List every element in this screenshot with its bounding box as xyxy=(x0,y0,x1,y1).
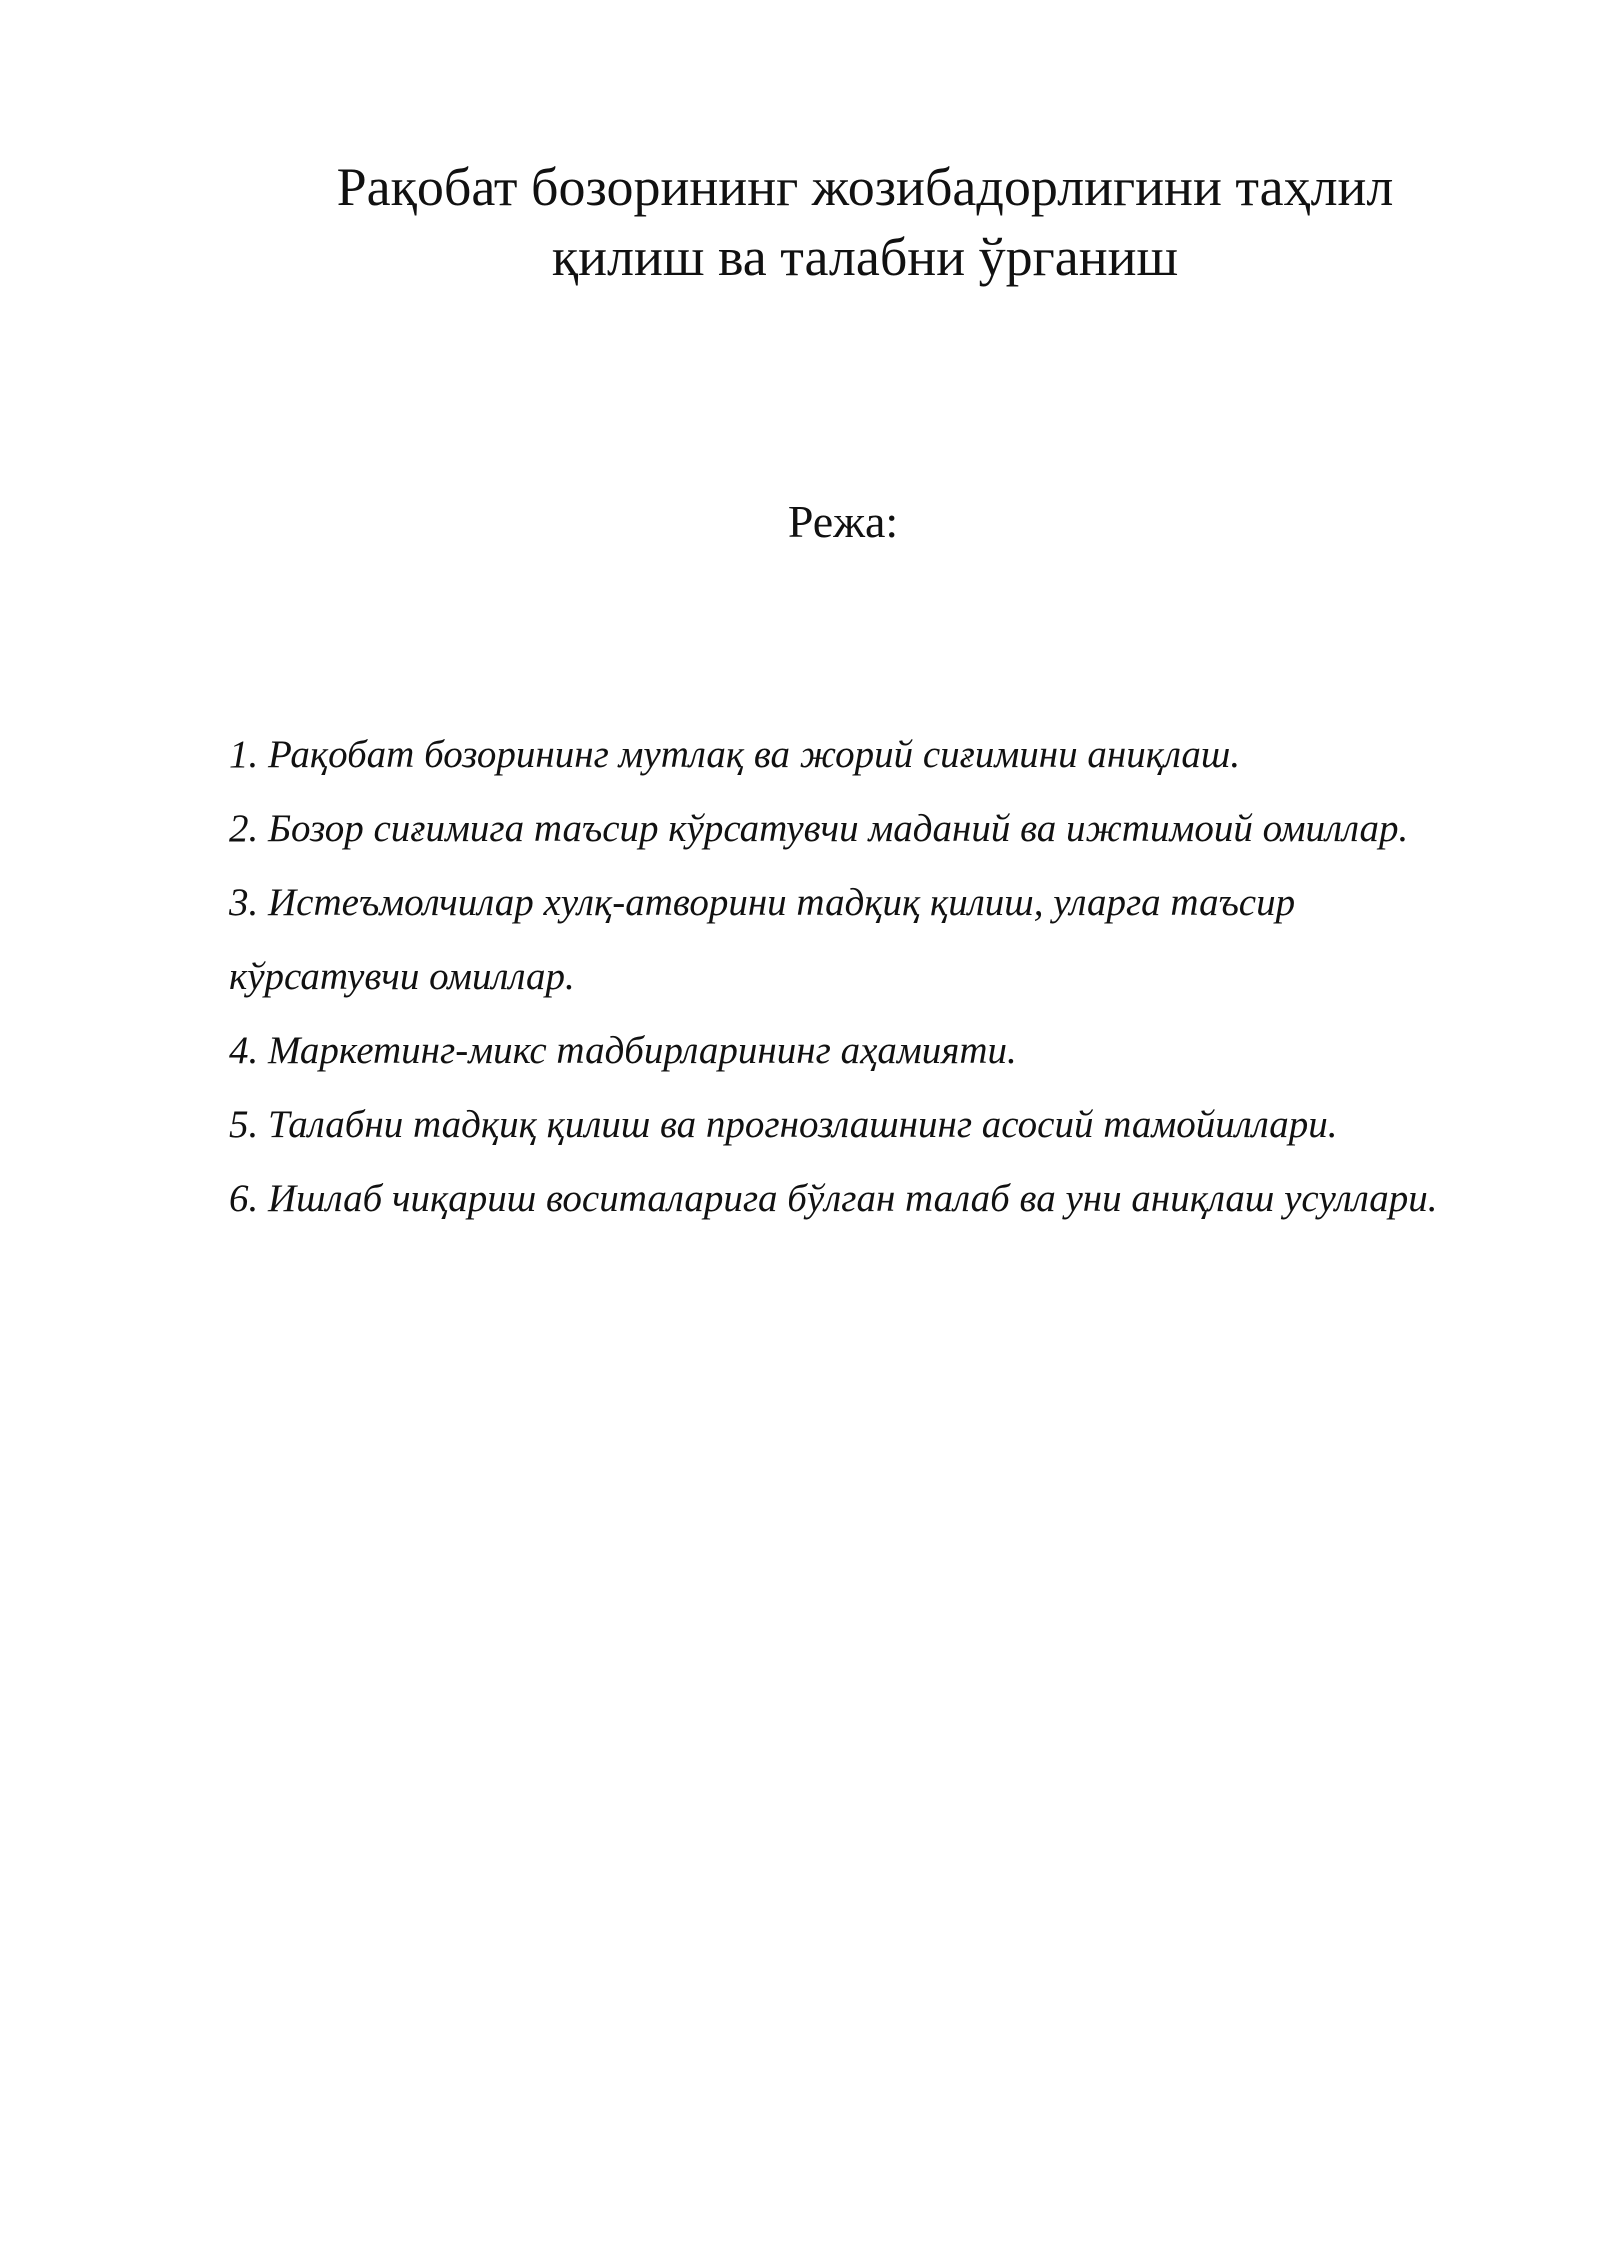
title-line: Рақобат бозорининг жозибадорлигини таҳлил xyxy=(336,157,1394,217)
plan-item: 6. Ишлаб чиқариш воситаларига бўлган талаб ва уни аниқлаш усуллари. xyxy=(229,1177,1438,1220)
plan-item: 4. Маркетинг-микс тадбирларининг аҳамияти. xyxy=(229,1029,1017,1072)
plan-item: 3. Истеъмолчилар хулқ-атворини тадқиқ қилиш, уларга таъсир кўрсатувчи омиллар. xyxy=(229,881,1296,998)
plan-item: 2. Бозор сиғимига таъсир кўрсатувчи маданий ва ижтимоий омиллар. xyxy=(229,807,1409,850)
plan-item: 5. Талабни тадқиқ қилиш ва прогнозлашнинг асосий тамойиллари. xyxy=(229,1103,1338,1146)
plan-heading: Режа: xyxy=(787,496,899,547)
plan-item: 1. Рақобат бозорининг мутлақ ва жорий сиғимини аниқлаш. xyxy=(229,733,1241,776)
title-line: қилиш ва талабни ўрганиш xyxy=(551,227,1179,287)
plan-list xyxy=(229,718,1489,1236)
document-title xyxy=(200,152,1530,292)
